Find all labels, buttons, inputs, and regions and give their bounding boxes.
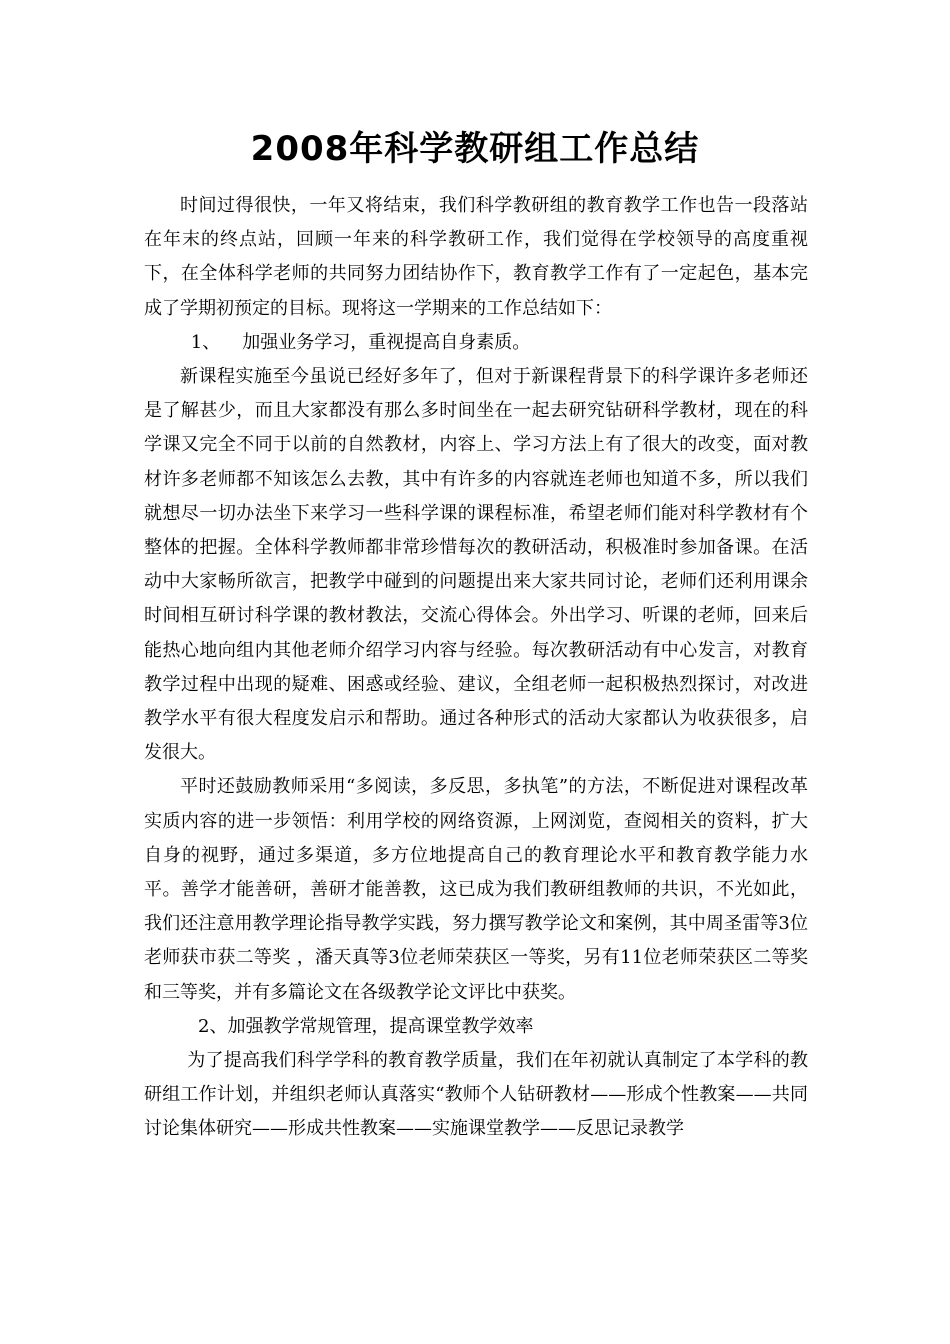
document-body: [144, 189, 808, 1147]
section-1-paragraph-2: 平时还鼓励教师采用“多阅读，多反思，多执笔”的方法，不断促进对课程改革实质内容的进一步领悟：利用学校的网络资源，上网浏览，查阅相关的资料，扩大自身的视野，通过多渠道，多方位地提高自己的教育理论水平和教育教学能力水平。善学才能善研，善研才能善教，这已成为我们教研组教师的共识，不光如此，我们还注意用教学理论指导教学实践，努力撰写教学论文和案例，其中周圣雷等3位老师获市获二等奖 ，潘天真等3位老师荣获区一等奖，另有11位老师荣获区二等奖和三等奖，并有多篇论文在各级教学论文评比中获奖。: [144, 776, 808, 1003]
section-1-title: 加强业务学习，重视提高自身素质。: [242, 331, 531, 353]
section-2-heading: 2、加强教学常规管理，提高课堂教学效率: [198, 1015, 534, 1037]
section-2-paragraph-1: 为了提高我们科学学科的教育教学质量，我们在年初就认真制定了本学科的教研组工作计划，并组织老师认真落实“教师个人钻研教材——形成个性教案——共同讨论集体研究——形成共性教案——实施课堂教学——反思记录教学: [144, 1050, 808, 1140]
intro-paragraph: 时间过得很快，一年又将结束，我们科学教研组的教育教学工作也告一段落站在年末的终点站，回顾一年来的科学教研工作，我们觉得在学校领导的高度重视下，在全体科学老师的共同努力团结协作下，教育教学工作有了一定起色，基本完成了学期初预定的目标。现将这一学期来的工作总结如下：: [144, 195, 808, 319]
section-1-paragraph-1: 新课程实施至今虽说已经好多年了，但对于新课程背景下的科学课许多老师还是了解甚少，而且大家都没有那么多时间坐在一起去研究钻研科学教材，现在的科学课又完全不同于以前的自然教材，内容上、学习方法上有了很大的改变，面对教材许多老师都不知该怎么去教，其中有许多的内容就连老师也知道不多，所以我们就想尽一切办法坐下来学习一些科学课的课程标准，希望老师们能对科学教材有个整体的把握。全体科学教师都非常珍惜每次的教研活动，积极准时参加备课。在活动中大家畅所欲言，把教学中碰到的问题提出来大家共同讨论，老师们还利用课余时间相互研讨科学课的教材教法，交流心得体会。外出学习、听课的老师，回来后能热心地向组内其他老师介绍学习内容与经验。每次教研活动有中心发言，对教育教学过程中出现的疑难、困惑或经验、建议，全组老师一起积极热烈探讨，对改进教学水平有很大程度发启示和帮助。通过各种形式的活动大家都认为收获很多，启发很大。: [144, 366, 808, 764]
section-1-number: 1、: [190, 331, 221, 353]
document-title: 2008年科学教研组工作总结: [250, 129, 700, 169]
section-1-heading: [144, 326, 808, 360]
